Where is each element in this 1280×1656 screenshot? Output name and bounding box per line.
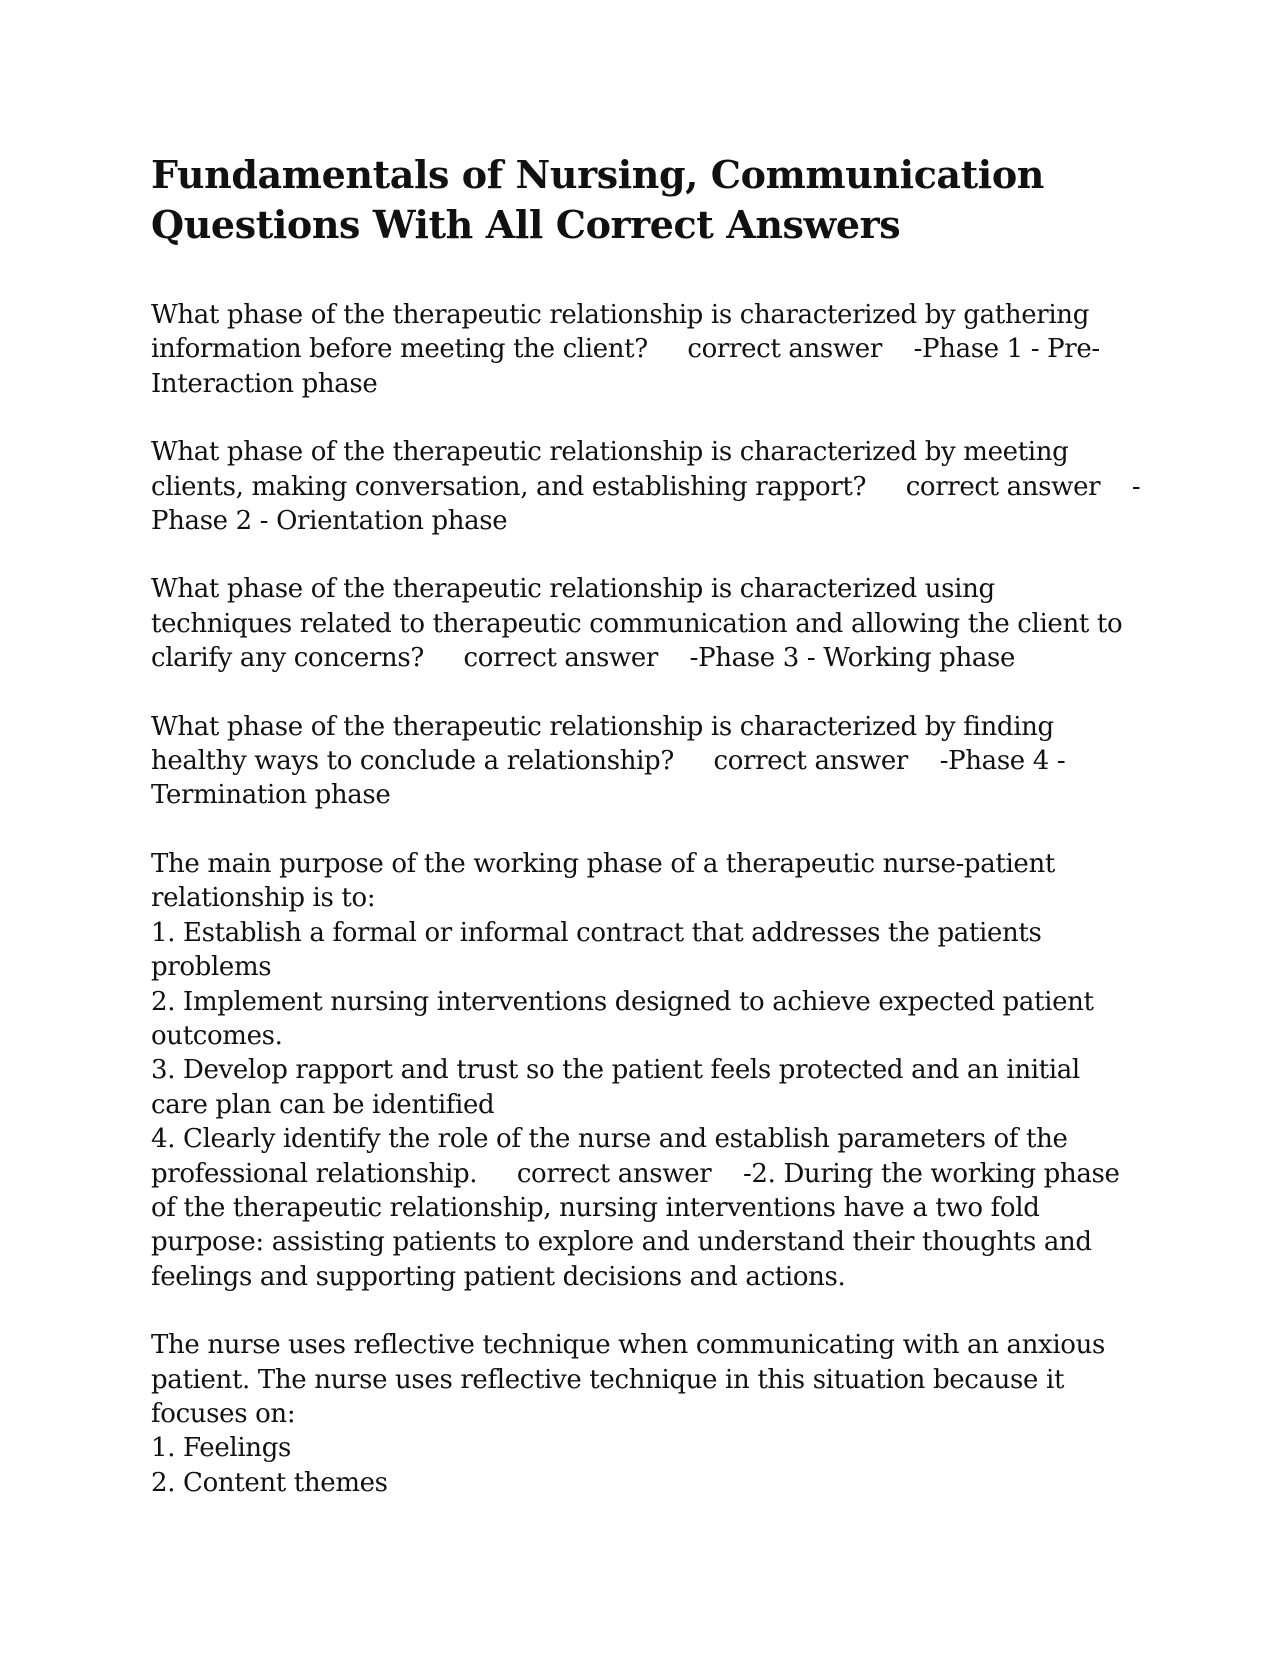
answer-label: correct answer [687,334,882,365]
answer-text: -2. During the working phase of the therapeutic relationship, nursing interventions have a two fold purpose: assisting patients to explore and understand their thoughts and feelings and supporting patient decisions and actions. [151,1158,1128,1292]
question-list [151,298,1141,1500]
question-item-3 [151,572,1141,675]
question-item-5 [151,847,1141,1294]
question-item-2 [151,435,1141,538]
answer-label: correct answer [516,1158,712,1189]
question-item-1 [151,298,1141,401]
answer-text: -Phase 2 - Orientation phase [151,471,1141,537]
answer-text: -Phase 1 - Pre-Interaction phase [151,334,1100,399]
question-text: What phase of the therapeutic relationship is characterized using techniques related to therapeutic communication and allowing the client to clarify any concerns? [151,574,1131,674]
question-text: What phase of the therapeutic relationship is characterized by finding healthy ways to conclude a relationship? [151,711,1062,777]
question-text: What phase of the therapeutic relationship is characterized by gathering information before meeting the client? [151,300,1097,365]
question-text: What phase of the therapeutic relationship is characterized by meeting clients, making conversation, and establishing rapport? [151,437,1077,502]
question-text: The main purpose of the working phase of a therapeutic nurse-patient relationship is to: 1. Establish a formal or informal contract that addresses the patients problems 2. Implement nursing interventions designed to achieve expected patient outcomes. 3. Develop rapport and trust so the patient feels protected and an initial care plan can be identified 4. Clearly identify the role of the nurse and establish parameters of the professional relationship. [151,848,1094,1189]
document-body [151,150,1141,1534]
question-item-6 [151,1328,1141,1500]
question-text: The nurse uses reflective technique when communicating with an anxious patient. The nurse uses reflective technique in this situation because it focuses on: 1. Feelings 2. Content themes [151,1330,1105,1498]
answer-label: correct answer [905,471,1101,502]
answer-label: correct answer [463,643,658,674]
answer-text: -Phase 4 - Termination phase [151,746,1074,811]
answer-text: -Phase 3 - Working phase [689,643,1016,674]
document-title: Fundamentals of Nursing, Communication Questions With All Correct Answers [151,152,1045,247]
question-item-4 [151,710,1141,813]
answer-label: correct answer [713,746,909,777]
